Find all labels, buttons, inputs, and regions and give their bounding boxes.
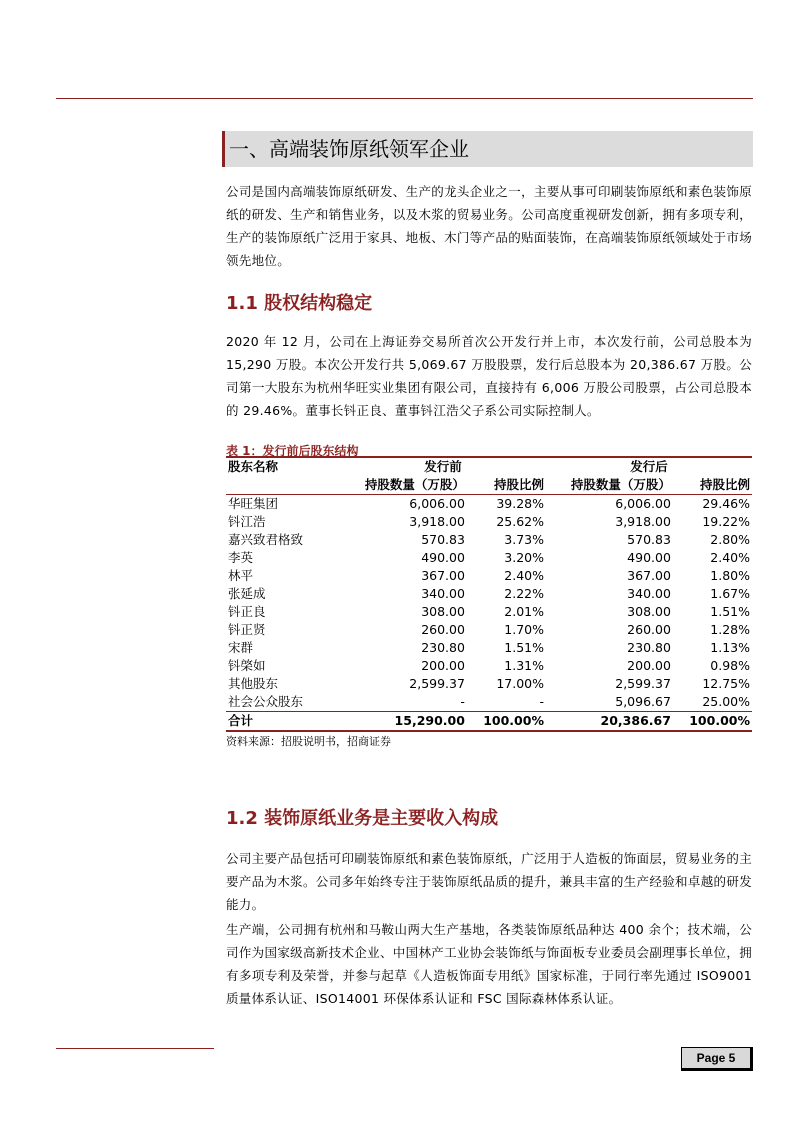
cell-shares-before: 340.00 <box>421 586 465 601</box>
table-row <box>226 693 752 712</box>
cell-shares-after: 5,096.67 <box>615 694 671 709</box>
cell-shares-before: - <box>460 694 465 709</box>
cell-name: 李英 <box>228 550 254 565</box>
col-header-shares-before: 持股数量（万股） <box>340 476 467 495</box>
cell-shares-after: 260.00 <box>627 622 671 637</box>
table-row <box>226 495 752 514</box>
cell-ratio-after: 1.51% <box>710 604 750 619</box>
total-label: 合计 <box>226 712 340 732</box>
cell-ratio-after: 1.28% <box>710 622 750 637</box>
cell-ratio-before: 3.73% <box>504 532 544 547</box>
shareholder-table <box>226 456 752 732</box>
cell-shares-before: 200.00 <box>421 658 465 673</box>
cell-shares-before: 490.00 <box>421 550 465 565</box>
cell-shares-after: 6,006.00 <box>615 496 671 511</box>
cell-name: 华旺集团 <box>228 496 279 511</box>
cell-name: 钭棨如 <box>228 658 266 673</box>
table-row <box>226 549 752 567</box>
cell-shares-after: 3,918.00 <box>615 514 671 529</box>
table-row <box>226 639 752 657</box>
col-header-blank <box>226 476 340 495</box>
subsection-heading-1-2: 1.2 装饰原纸业务是主要收入构成 <box>226 808 499 829</box>
col-group-after: 发行后 <box>546 457 752 476</box>
total-ratio-before: 100.00% <box>467 712 546 732</box>
table-row <box>226 513 752 531</box>
section-title: 一、高端装饰原纸领军企业 <box>222 131 753 167</box>
table-caption: 表 1：发行前后股东结构 <box>226 444 359 458</box>
business-paragraph-1: 公司主要产品包括可印刷装饰原纸和素色装饰原纸，广泛用于人造板的饰面层，贸易业务的主要产品为木浆。公司多年始终专注于装饰原纸品质的提升，兼具丰富的生产经验和卓越的研发能力。 <box>226 851 752 912</box>
cell-name: 宋群 <box>228 640 254 655</box>
intro-paragraph: 公司是国内高端装饰原纸研发、生产的龙头企业之一，主要从事可印刷装饰原纸和素色装饰原纸的研发、生产和销售业务，以及木浆的贸易业务。公司高度重视研发创新，拥有多项专利，生产的装饰原纸广泛用于家具、地板、木门等产品的贴面装饰，在高端装饰原纸领域处于市场领先地位。 <box>226 184 752 268</box>
table-row <box>226 603 752 621</box>
cell-shares-before: 570.83 <box>421 532 465 547</box>
total-ratio-after: 100.00% <box>673 712 752 732</box>
equity-paragraph: 2020 年 12 月，公司在上海证券交易所首次公开发行并上市，本次发行前，公司总股本为 15,290 万股。本次公开发行共 5,069.67 万股股票，发行后总股本为 20,386.67 万股。公司第一大股东为杭州华旺实业集团有限公司，直接持有 6,006 万股公司股票，占公司总股本的 29.46%。董事长钭正良、董事钭江浩父子系公司实际控制人。 <box>226 334 752 418</box>
cell-ratio-after: 29.46% <box>702 496 750 511</box>
cell-ratio-after: 0.98% <box>710 658 750 673</box>
cell-shares-before: 367.00 <box>421 568 465 583</box>
cell-shares-before: 3,918.00 <box>409 514 465 529</box>
cell-ratio-after: 25.00% <box>702 694 750 709</box>
cell-ratio-before: 2.01% <box>504 604 544 619</box>
cell-name: 钭正良 <box>228 604 266 619</box>
cell-shares-after: 308.00 <box>627 604 671 619</box>
cell-ratio-before: 2.22% <box>504 586 544 601</box>
cell-shares-after: 340.00 <box>627 586 671 601</box>
cell-shares-after: 200.00 <box>627 658 671 673</box>
table-source-note: 资料来源：招股说明书，招商证券 <box>226 735 391 748</box>
cell-shares-after: 367.00 <box>627 568 671 583</box>
cell-ratio-after: 2.40% <box>710 550 750 565</box>
cell-ratio-after: 1.67% <box>710 586 750 601</box>
cell-ratio-before: 17.00% <box>496 676 544 691</box>
total-shares-after: 20,386.67 <box>546 712 673 732</box>
cell-name: 嘉兴致君格致 <box>228 532 304 547</box>
table-row <box>226 567 752 585</box>
cell-name: 其他股东 <box>228 676 279 691</box>
cell-shares-after: 570.83 <box>627 532 671 547</box>
cell-ratio-before: 1.31% <box>504 658 544 673</box>
cell-shares-before: 6,006.00 <box>409 496 465 511</box>
cell-ratio-after: 2.80% <box>710 532 750 547</box>
cell-ratio-after: 12.75% <box>702 676 750 691</box>
cell-shares-after: 2,599.37 <box>615 676 671 691</box>
cell-ratio-before: 3.20% <box>504 550 544 565</box>
col-header-ratio-before: 持股比例 <box>467 476 546 495</box>
table-row <box>226 675 752 693</box>
table-total-row <box>226 712 752 732</box>
subsection-heading-1-1: 1.1 股权结构稳定 <box>226 293 373 314</box>
table-subheader-row <box>226 476 752 495</box>
cell-name: 钭正贤 <box>228 622 266 637</box>
cell-ratio-before: 1.51% <box>504 640 544 655</box>
cell-ratio-before: - <box>539 694 544 709</box>
page-number: Page 5 <box>681 1047 753 1071</box>
table-row <box>226 657 752 675</box>
col-group-before: 发行前 <box>340 457 546 476</box>
cell-name: 钭江浩 <box>228 514 266 529</box>
footer-divider <box>56 1048 214 1049</box>
table-row <box>226 531 752 549</box>
cell-ratio-after: 19.22% <box>702 514 750 529</box>
business-paragraph-2: 生产端，公司拥有杭州和马鞍山两大生产基地，各类装饰原纸品种达 400 余个；技术端，公司作为国家级高新技术企业、中国林产工业协会装饰纸与饰面板专业委员会副理事长单位，拥有多项专利及荣誉，并参与起草《人造板饰面专用纸》国家标准，于同行率先通过 ISO9001 质量体系认证、ISO14001 环保体系认证和 FSC 国际森林体系认证。 <box>226 922 752 1006</box>
cell-ratio-before: 39.28% <box>496 496 544 511</box>
table-row <box>226 621 752 639</box>
cell-ratio-before: 1.70% <box>504 622 544 637</box>
cell-shares-before: 260.00 <box>421 622 465 637</box>
cell-shares-after: 490.00 <box>627 550 671 565</box>
cell-name: 张延成 <box>228 586 266 601</box>
cell-name: 社会公众股东 <box>228 694 304 709</box>
table-header-row <box>226 457 752 476</box>
col-header-shares-after: 持股数量（万股） <box>546 476 673 495</box>
cell-shares-before: 308.00 <box>421 604 465 619</box>
cell-ratio-before: 2.40% <box>504 568 544 583</box>
header-divider <box>56 98 753 99</box>
cell-ratio-after: 1.80% <box>710 568 750 583</box>
table-row <box>226 585 752 603</box>
cell-ratio-before: 25.62% <box>496 514 544 529</box>
total-shares-before: 15,290.00 <box>340 712 467 732</box>
col-header-ratio-after: 持股比例 <box>673 476 752 495</box>
cell-ratio-after: 1.13% <box>710 640 750 655</box>
cell-shares-after: 230.80 <box>627 640 671 655</box>
cell-shares-before: 2,599.37 <box>409 676 465 691</box>
col-header-name: 股东名称 <box>226 457 340 476</box>
cell-name: 林平 <box>228 568 254 583</box>
cell-shares-before: 230.80 <box>421 640 465 655</box>
